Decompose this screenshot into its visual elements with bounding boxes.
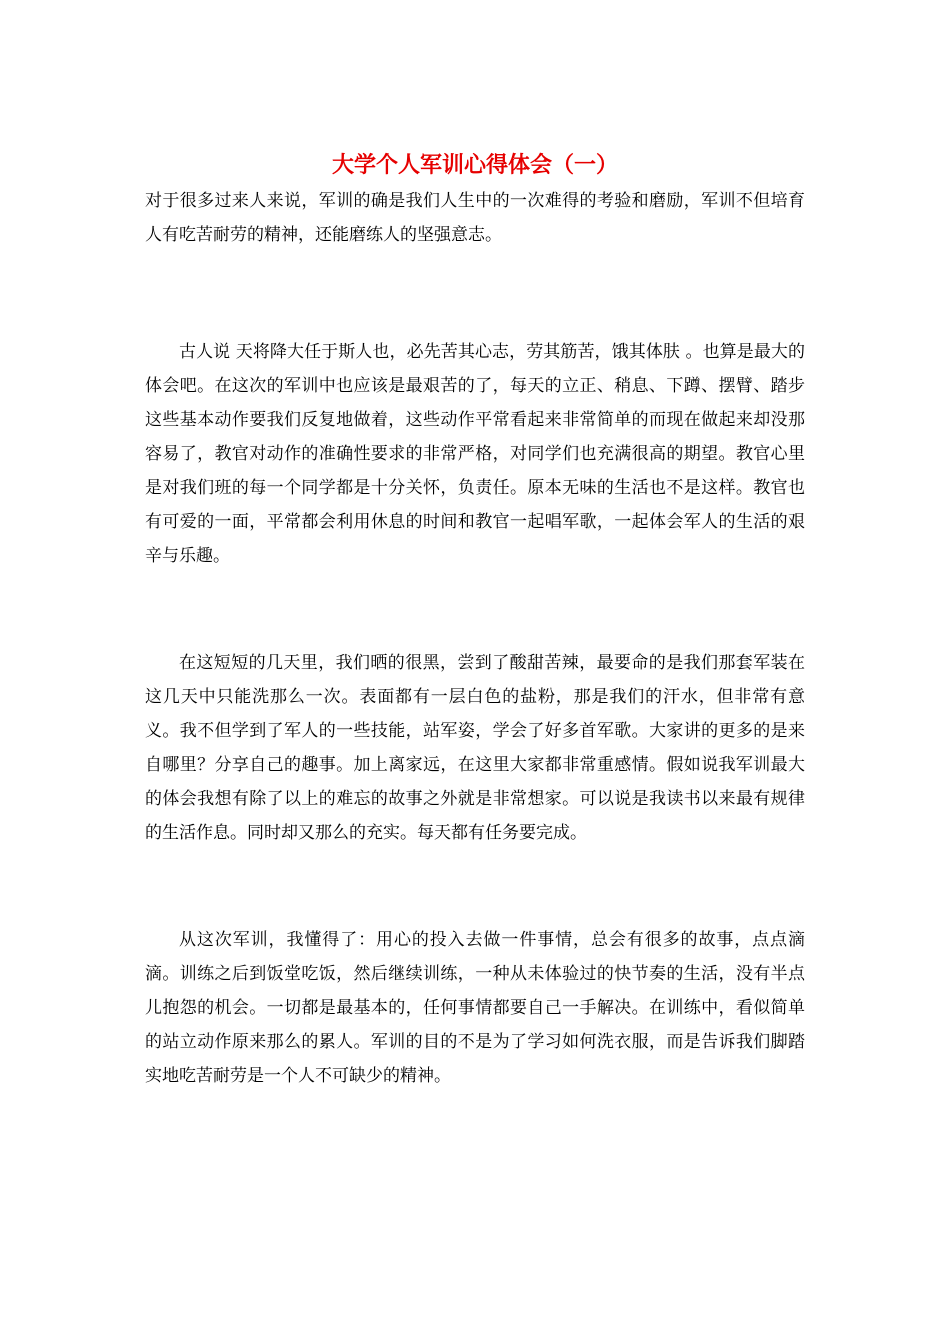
- paragraph-ancient-saying: 古人说 天将降大任于斯人也，必先苦其心志，劳其筋苦，饿其体肤 。也算是最大的体会吧。在这次的军训中也应该是最艰苦的了，每天的立正、稍息、下蹲、摆臂、踏步这些基本动作要我们反复地做着，这些动作平常看起来非常简单的而现在做起来却没那容易了，教官对动作的准确性要求的非常严格，对同学们也充满很高的期望。教官心里是对我们班的每一个同学都是十分关怀，负责任。原本无味的生活也不是这样。教官也有可爱的一面，平常都会利用休息的时间和教官一起唱军歌，一起体会军人的生活的艰辛与乐趣。: [145, 342, 805, 566]
- paragraph-spacer: [145, 850, 805, 923]
- paragraph-spacer: [145, 252, 805, 335]
- paragraph-intro: 对于很多过来人来说，军训的确是我们人生中的一次难得的考验和磨励，军训不但培育人有吃苦耐劳的精神，还能磨练人的坚强意志。: [145, 191, 805, 245]
- document-page: [145, 150, 805, 1093]
- paragraph-lessons: 从这次军训，我懂得了：用心的投入去做一件事情，总会有很多的故事，点点滴滴。训练之后到饭堂吃饭，然后继续训练，一种从未体验过的快节奏的生活，没有半点儿抱怨的机会。一切都是最基本的，任何事情都要自己一手解决。在训练中，看似简单的站立动作原来那么的累人。军训的目的不是为了学习如何洗衣服，而是告诉我们脚踏实地吃苦耐劳是一个人不可缺少的精神。: [145, 930, 805, 1086]
- paragraph-spacer: [145, 573, 805, 646]
- document-title: 大学个人军训心得体会（一）: [331, 153, 618, 178]
- paragraph-few-days: 在这短短的几天里，我们晒的很黑，尝到了酸甜苦辣，最要命的是我们那套军装在这几天中只能洗那么一次。表面都有一层白色的盐粉，那是我们的汗水，但非常有意义。我不但学到了军人的一些技能，站军姿，学会了好多首军歌。大家讲的更多的是来自哪里？分享自己的趣事。加上离家远，在这里大家都非常重感情。假如说我军训最大的体会我想有除了以上的难忘的故事之外就是非常想家。可以说是我读书以来最有规律的生活作息。同时却又那么的充实。每天都有任务要完成。: [145, 653, 805, 843]
